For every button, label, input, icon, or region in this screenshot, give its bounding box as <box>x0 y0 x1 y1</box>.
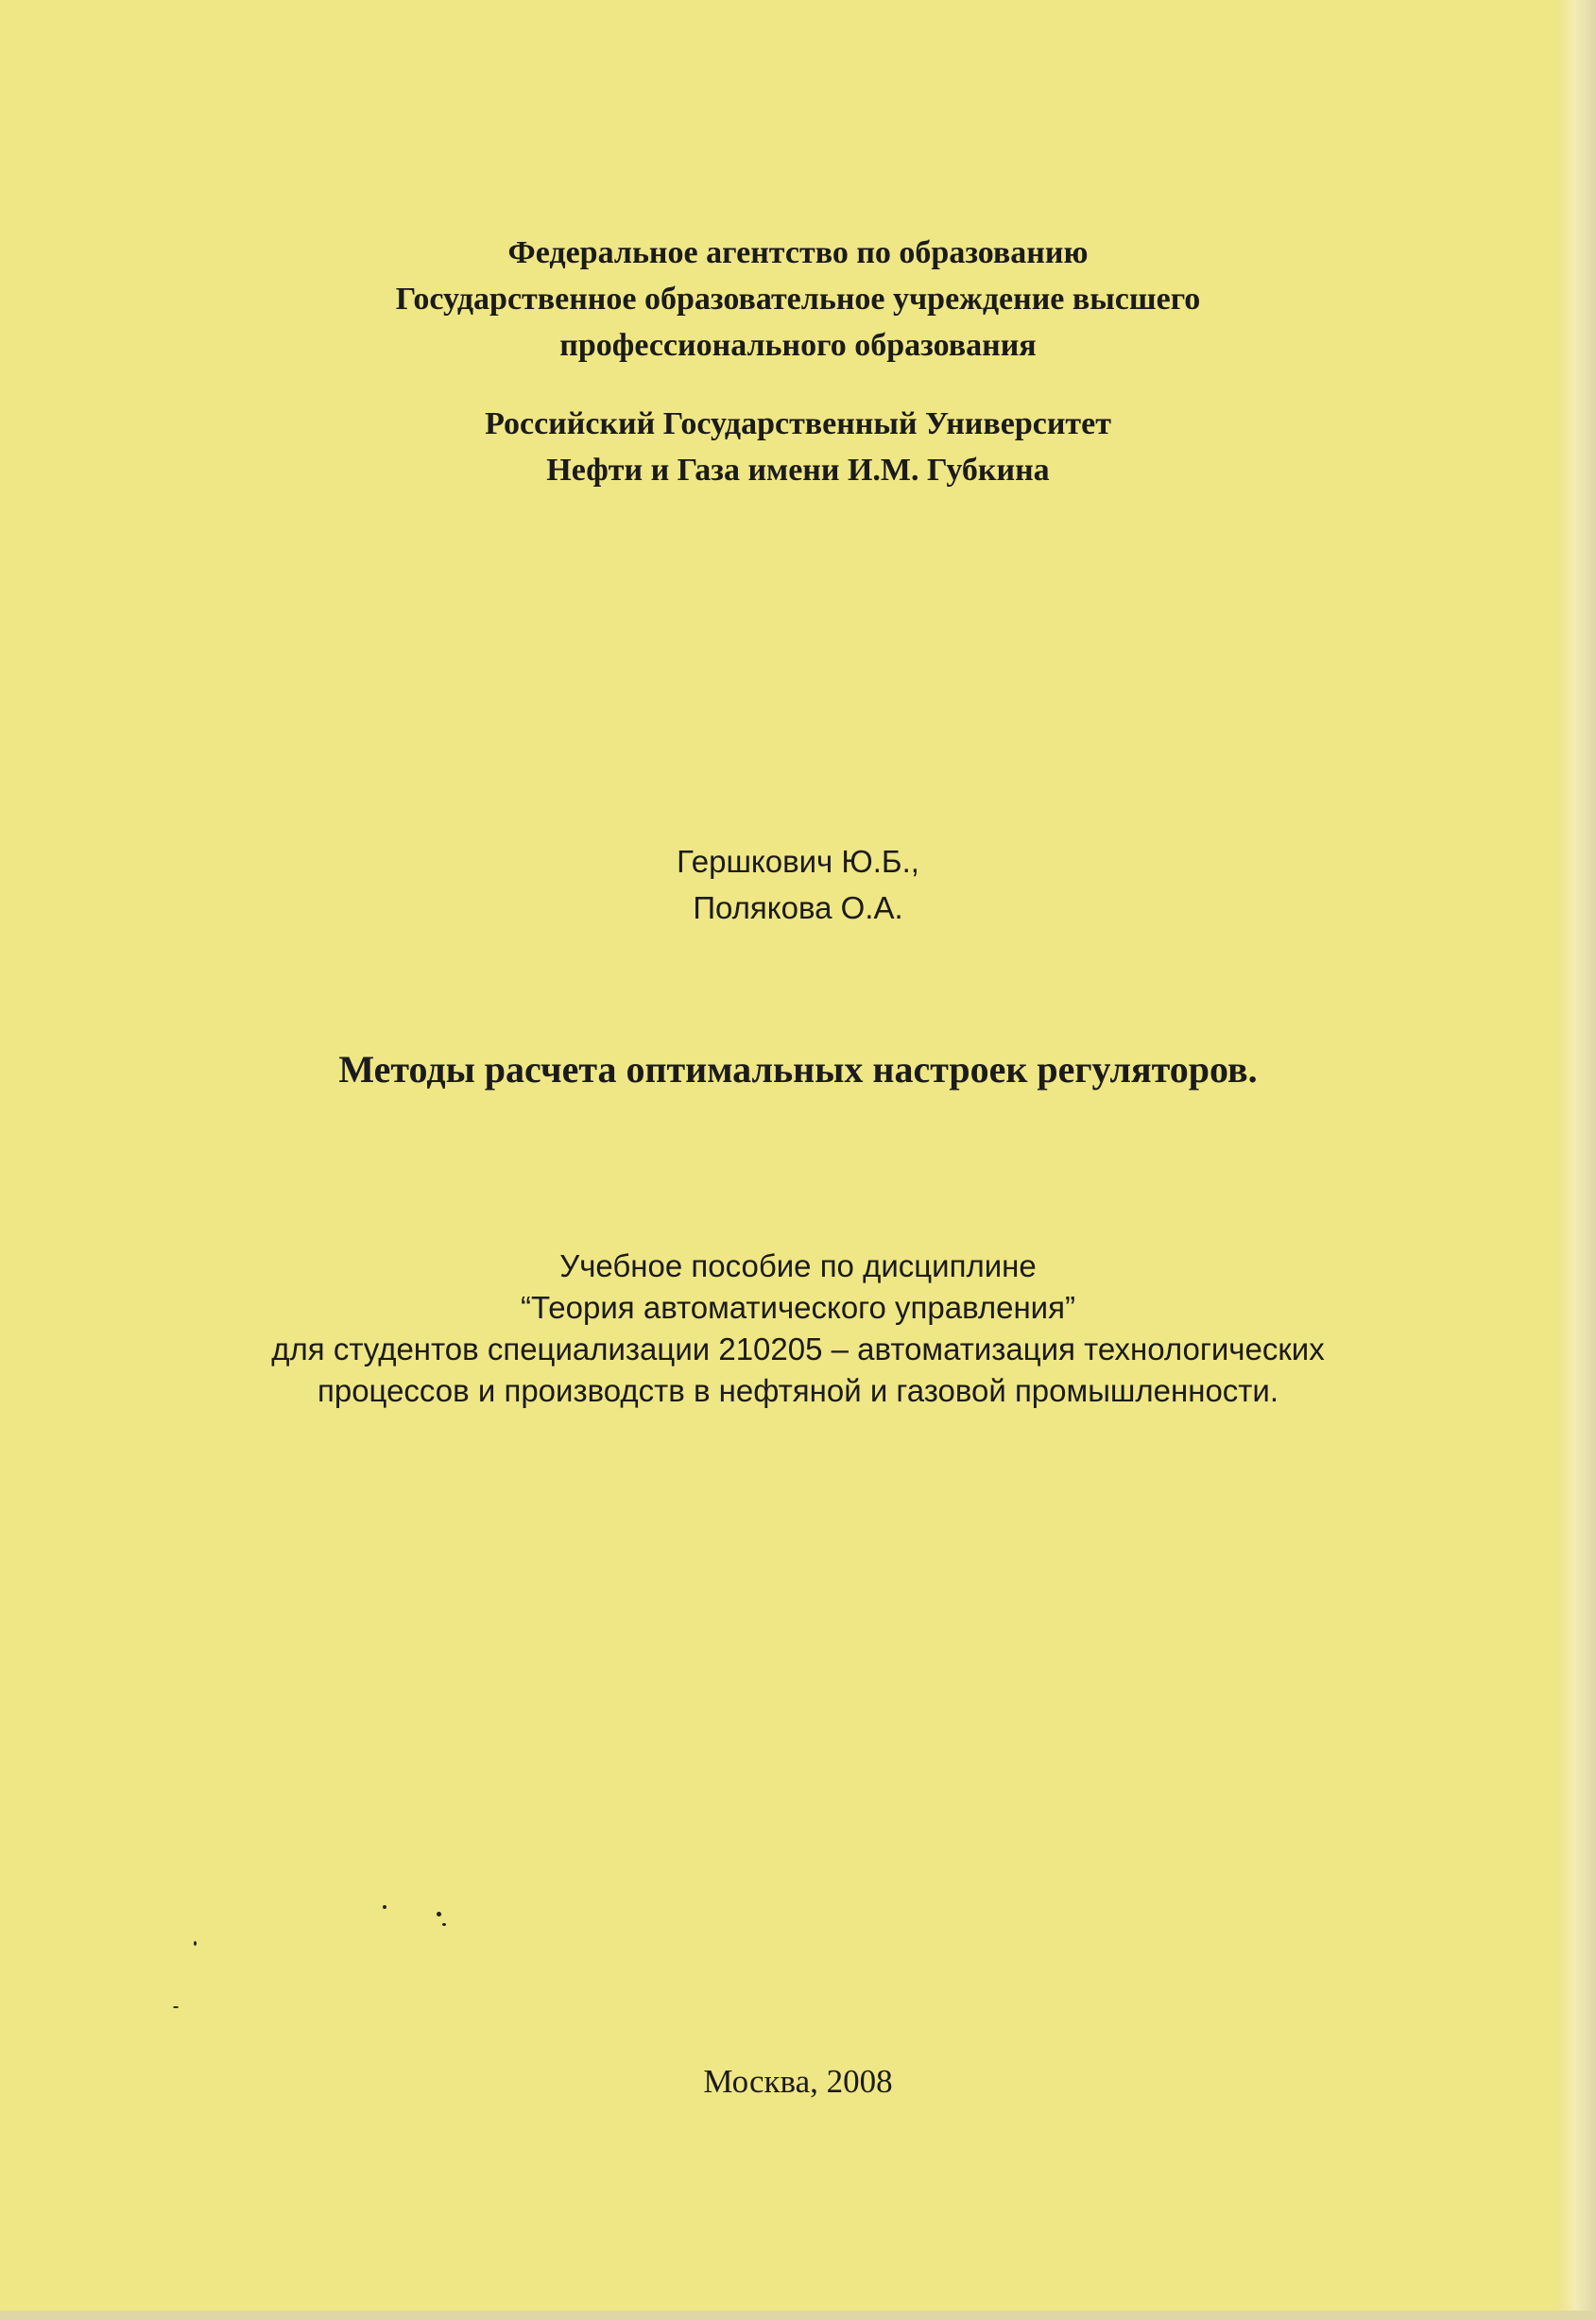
publisher-header <box>0 230 1596 493</box>
paper-speck <box>437 1912 441 1916</box>
paper-speck <box>194 1941 197 1946</box>
paper-speck <box>442 1923 446 1926</box>
publication-footer <box>0 2061 1596 2103</box>
description-line-2: “Теория автоматического управления” <box>521 1290 1075 1325</box>
place-year: Москва, 2008 <box>703 2063 893 2100</box>
institution-line-1: Государственное образовательное учреждение высшего <box>395 282 1201 317</box>
description-line-1: Учебное пособие по дисциплине <box>559 1248 1037 1283</box>
agency-line: Федеральное агентство по образованию <box>507 235 1089 270</box>
author-1: Гершкович Ю.Б., <box>677 844 919 879</box>
institution-line-2: профессионального образования <box>559 328 1037 363</box>
title-text: Методы расчета оптимальных настроек регуляторов. <box>338 1048 1258 1091</box>
document-title <box>0 1046 1596 1093</box>
university-line-1: Российский Государственный Университет <box>485 406 1111 441</box>
paper-speck <box>173 2006 179 2008</box>
description-line-4: процессов и производств в нефтяной и газовой промышленности. <box>317 1373 1279 1408</box>
document-description <box>0 1246 1596 1412</box>
paper-speck <box>383 1905 386 1909</box>
authors <box>0 838 1596 931</box>
university-line-2: Нефти и Газа имени И.М. Губкина <box>546 453 1050 488</box>
description-line-3: для студентов специализации 210205 – автоматизация технологических <box>271 1332 1325 1366</box>
header-spacer <box>0 369 1596 401</box>
author-2: Полякова О.А. <box>693 890 903 925</box>
page-edge <box>1558 0 1596 2320</box>
bottom-edge <box>0 2311 1596 2320</box>
